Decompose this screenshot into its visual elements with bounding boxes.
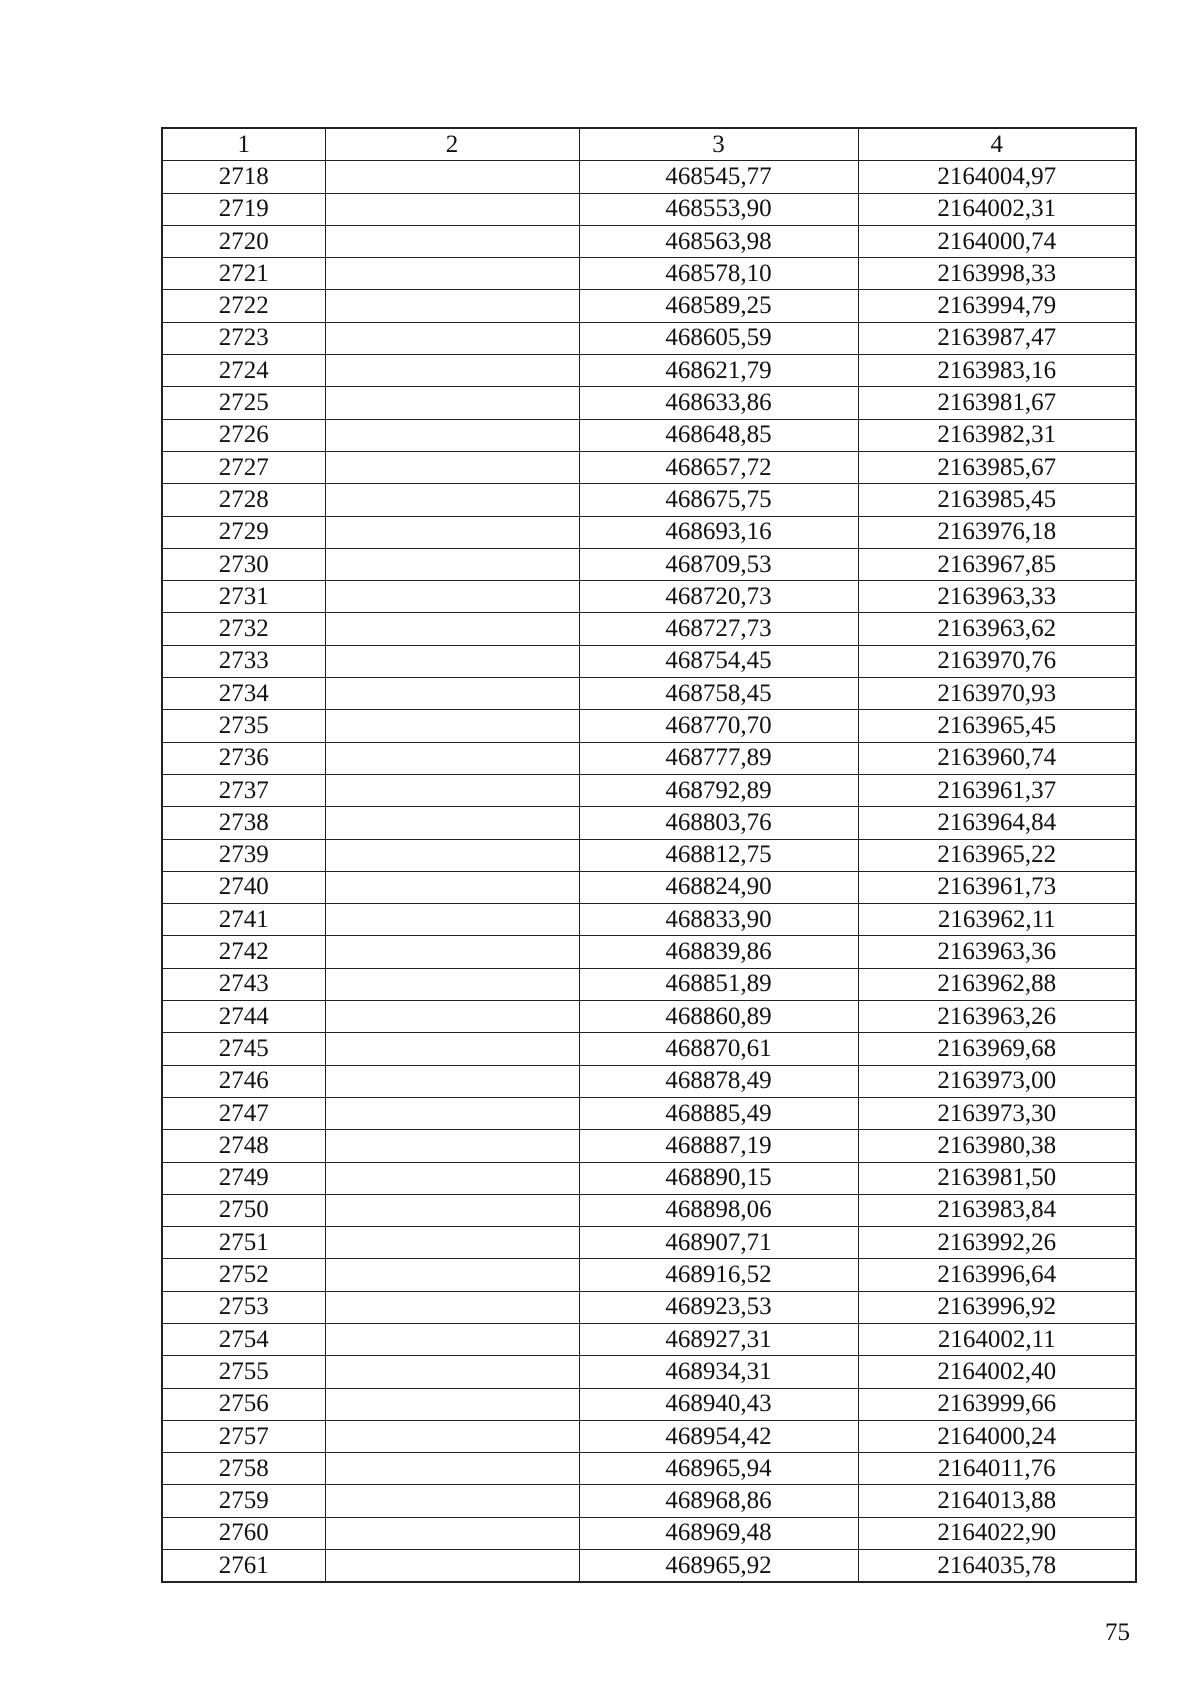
- x-coordinate-cell: 468860,89: [579, 1001, 858, 1033]
- point-number-cell: 2723: [162, 322, 325, 354]
- table-row: [162, 484, 1136, 516]
- table-row: [162, 742, 1136, 774]
- y-coordinate-cell: 2163976,18: [858, 516, 1136, 548]
- y-coordinate-cell: 2163987,47: [858, 322, 1136, 354]
- empty-cell: [325, 1033, 579, 1065]
- table-row: [162, 807, 1136, 839]
- y-coordinate-cell: 2164000,24: [858, 1420, 1136, 1452]
- empty-cell: [325, 1453, 579, 1485]
- x-coordinate-cell: 468870,61: [579, 1033, 858, 1065]
- empty-cell: [325, 678, 579, 710]
- y-coordinate-cell: 2163967,85: [858, 548, 1136, 580]
- table-row: [162, 225, 1136, 257]
- table-row: [162, 1388, 1136, 1420]
- table-row: [162, 936, 1136, 968]
- point-number-cell: 2729: [162, 516, 325, 548]
- x-coordinate-cell: 468824,90: [579, 871, 858, 903]
- empty-cell: [325, 1162, 579, 1194]
- column-number-4: 4: [858, 128, 1136, 161]
- x-coordinate-cell: 468898,06: [579, 1194, 858, 1226]
- column-number-3: 3: [579, 128, 858, 161]
- x-coordinate-cell: 468758,45: [579, 678, 858, 710]
- table-row: [162, 1033, 1136, 1065]
- empty-cell: [325, 742, 579, 774]
- point-number-cell: 2742: [162, 936, 325, 968]
- x-coordinate-cell: 468954,42: [579, 1420, 858, 1452]
- x-coordinate-cell: 468885,49: [579, 1097, 858, 1129]
- point-number-cell: 2747: [162, 1097, 325, 1129]
- point-number-cell: 2720: [162, 225, 325, 257]
- table-row: [162, 1227, 1136, 1259]
- table-row: [162, 322, 1136, 354]
- empty-cell: [325, 1065, 579, 1097]
- point-number-cell: 2727: [162, 451, 325, 483]
- point-number-cell: 2743: [162, 968, 325, 1000]
- point-number-cell: 2728: [162, 484, 325, 516]
- empty-cell: [325, 710, 579, 742]
- empty-cell: [325, 387, 579, 419]
- point-number-cell: 2741: [162, 904, 325, 936]
- point-number-cell: 2718: [162, 161, 325, 193]
- y-coordinate-cell: 2163962,88: [858, 968, 1136, 1000]
- y-coordinate-cell: 2163963,33: [858, 581, 1136, 613]
- point-number-cell: 2734: [162, 678, 325, 710]
- point-number-cell: 2755: [162, 1356, 325, 1388]
- point-number-cell: 2748: [162, 1130, 325, 1162]
- x-coordinate-cell: 468754,45: [579, 645, 858, 677]
- table-row: [162, 1323, 1136, 1355]
- empty-cell: [325, 581, 579, 613]
- table-row: [162, 1194, 1136, 1226]
- y-coordinate-cell: 2163960,74: [858, 742, 1136, 774]
- y-coordinate-cell: 2163963,26: [858, 1001, 1136, 1033]
- x-coordinate-cell: 468833,90: [579, 904, 858, 936]
- y-coordinate-cell: 2163994,79: [858, 290, 1136, 322]
- table-row: [162, 1097, 1136, 1129]
- point-number-cell: 2753: [162, 1291, 325, 1323]
- x-coordinate-cell: 468605,59: [579, 322, 858, 354]
- x-coordinate-cell: 468693,16: [579, 516, 858, 548]
- table-row: [162, 548, 1136, 580]
- point-number-cell: 2725: [162, 387, 325, 419]
- point-number-cell: 2756: [162, 1388, 325, 1420]
- table-row: [162, 1517, 1136, 1549]
- x-coordinate-cell: 468648,85: [579, 419, 858, 451]
- point-number-cell: 2730: [162, 548, 325, 580]
- table-row: [162, 1162, 1136, 1194]
- point-number-cell: 2750: [162, 1194, 325, 1226]
- y-coordinate-cell: 2163985,67: [858, 451, 1136, 483]
- x-coordinate-cell: 468803,76: [579, 807, 858, 839]
- x-coordinate-cell: 468553,90: [579, 193, 858, 225]
- point-number-cell: 2746: [162, 1065, 325, 1097]
- y-coordinate-cell: 2164011,76: [858, 1453, 1136, 1485]
- page-number: 75: [1105, 1619, 1130, 1646]
- table-row: [162, 839, 1136, 871]
- column-number-1: 1: [162, 128, 325, 161]
- y-coordinate-cell: 2164002,40: [858, 1356, 1136, 1388]
- table-row: [162, 355, 1136, 387]
- y-coordinate-cell: 2163982,31: [858, 419, 1136, 451]
- x-coordinate-cell: 468965,94: [579, 1453, 858, 1485]
- point-number-cell: 2761: [162, 1550, 325, 1583]
- empty-cell: [325, 1356, 579, 1388]
- y-coordinate-cell: 2163983,16: [858, 355, 1136, 387]
- empty-cell: [325, 1485, 579, 1517]
- point-number-cell: 2722: [162, 290, 325, 322]
- table-row: [162, 258, 1136, 290]
- point-number-cell: 2724: [162, 355, 325, 387]
- point-number-cell: 2737: [162, 774, 325, 806]
- y-coordinate-cell: 2163961,73: [858, 871, 1136, 903]
- empty-cell: [325, 451, 579, 483]
- table-row: [162, 1453, 1136, 1485]
- x-coordinate-cell: 468633,86: [579, 387, 858, 419]
- empty-cell: [325, 290, 579, 322]
- x-coordinate-cell: 468675,75: [579, 484, 858, 516]
- empty-cell: [325, 484, 579, 516]
- x-coordinate-cell: 468657,72: [579, 451, 858, 483]
- point-number-cell: 2719: [162, 193, 325, 225]
- point-number-cell: 2740: [162, 871, 325, 903]
- point-number-cell: 2757: [162, 1420, 325, 1452]
- point-number-cell: 2733: [162, 645, 325, 677]
- y-coordinate-cell: 2164013,88: [858, 1485, 1136, 1517]
- point-number-cell: 2739: [162, 839, 325, 871]
- x-coordinate-cell: 468934,31: [579, 1356, 858, 1388]
- table-row: [162, 904, 1136, 936]
- x-coordinate-cell: 468839,86: [579, 936, 858, 968]
- y-coordinate-cell: 2163973,00: [858, 1065, 1136, 1097]
- table-row: [162, 1485, 1136, 1517]
- empty-cell: [325, 193, 579, 225]
- y-coordinate-cell: 2163985,45: [858, 484, 1136, 516]
- x-coordinate-cell: 468887,19: [579, 1130, 858, 1162]
- empty-cell: [325, 1420, 579, 1452]
- x-coordinate-cell: 468563,98: [579, 225, 858, 257]
- y-coordinate-cell: 2163965,45: [858, 710, 1136, 742]
- coordinates-table: [161, 127, 1137, 1583]
- x-coordinate-cell: 468916,52: [579, 1259, 858, 1291]
- table-row: [162, 1550, 1136, 1583]
- table-row: [162, 968, 1136, 1000]
- empty-cell: [325, 1291, 579, 1323]
- x-coordinate-cell: 468965,92: [579, 1550, 858, 1583]
- table-row: [162, 419, 1136, 451]
- y-coordinate-cell: 2163996,92: [858, 1291, 1136, 1323]
- empty-cell: [325, 1227, 579, 1259]
- empty-cell: [325, 1097, 579, 1129]
- point-number-cell: 2736: [162, 742, 325, 774]
- table-row: [162, 1130, 1136, 1162]
- empty-cell: [325, 871, 579, 903]
- y-coordinate-cell: 2163965,22: [858, 839, 1136, 871]
- y-coordinate-cell: 2163969,68: [858, 1033, 1136, 1065]
- table-row: [162, 710, 1136, 742]
- y-coordinate-cell: 2164035,78: [858, 1550, 1136, 1583]
- table-row: [162, 613, 1136, 645]
- x-coordinate-cell: 468968,86: [579, 1485, 858, 1517]
- table-row: [162, 871, 1136, 903]
- coordinates-table-body: [162, 128, 1136, 1582]
- point-number-cell: 2745: [162, 1033, 325, 1065]
- x-coordinate-cell: 468621,79: [579, 355, 858, 387]
- table-row: [162, 1065, 1136, 1097]
- x-coordinate-cell: 468720,73: [579, 581, 858, 613]
- empty-cell: [325, 968, 579, 1000]
- x-coordinate-cell: 468770,70: [579, 710, 858, 742]
- point-number-cell: 2754: [162, 1323, 325, 1355]
- column-number-row: [162, 128, 1136, 161]
- empty-cell: [325, 1194, 579, 1226]
- point-number-cell: 2735: [162, 710, 325, 742]
- x-coordinate-cell: 468709,53: [579, 548, 858, 580]
- x-coordinate-cell: 468907,71: [579, 1227, 858, 1259]
- y-coordinate-cell: 2163983,84: [858, 1194, 1136, 1226]
- x-coordinate-cell: 468792,89: [579, 774, 858, 806]
- table-row: [162, 387, 1136, 419]
- x-coordinate-cell: 468940,43: [579, 1388, 858, 1420]
- empty-cell: [325, 1517, 579, 1549]
- y-coordinate-cell: 2163970,76: [858, 645, 1136, 677]
- y-coordinate-cell: 2164002,11: [858, 1323, 1136, 1355]
- y-coordinate-cell: 2163992,26: [858, 1227, 1136, 1259]
- point-number-cell: 2738: [162, 807, 325, 839]
- x-coordinate-cell: 468890,15: [579, 1162, 858, 1194]
- x-coordinate-cell: 468923,53: [579, 1291, 858, 1323]
- empty-cell: [325, 904, 579, 936]
- y-coordinate-cell: 2164000,74: [858, 225, 1136, 257]
- point-number-cell: 2731: [162, 581, 325, 613]
- point-number-cell: 2760: [162, 1517, 325, 1549]
- y-coordinate-cell: 2163963,36: [858, 936, 1136, 968]
- empty-cell: [325, 936, 579, 968]
- y-coordinate-cell: 2163964,84: [858, 807, 1136, 839]
- x-coordinate-cell: 468578,10: [579, 258, 858, 290]
- empty-cell: [325, 807, 579, 839]
- y-coordinate-cell: 2163963,62: [858, 613, 1136, 645]
- empty-cell: [325, 1259, 579, 1291]
- point-number-cell: 2752: [162, 1259, 325, 1291]
- column-number-2: 2: [325, 128, 579, 161]
- point-number-cell: 2744: [162, 1001, 325, 1033]
- y-coordinate-cell: 2164022,90: [858, 1517, 1136, 1549]
- table-row: [162, 290, 1136, 322]
- y-coordinate-cell: 2163961,37: [858, 774, 1136, 806]
- y-coordinate-cell: 2163981,50: [858, 1162, 1136, 1194]
- table-row: [162, 193, 1136, 225]
- empty-cell: [325, 1550, 579, 1583]
- point-number-cell: 2759: [162, 1485, 325, 1517]
- empty-cell: [325, 1001, 579, 1033]
- x-coordinate-cell: 468878,49: [579, 1065, 858, 1097]
- empty-cell: [325, 225, 579, 257]
- table-row: [162, 1291, 1136, 1323]
- empty-cell: [325, 516, 579, 548]
- empty-cell: [325, 613, 579, 645]
- x-coordinate-cell: 468545,77: [579, 161, 858, 193]
- empty-cell: [325, 1130, 579, 1162]
- point-number-cell: 2721: [162, 258, 325, 290]
- table-row: [162, 1356, 1136, 1388]
- table-row: [162, 774, 1136, 806]
- point-number-cell: 2749: [162, 1162, 325, 1194]
- table-row: [162, 645, 1136, 677]
- x-coordinate-cell: 468969,48: [579, 1517, 858, 1549]
- table-row: [162, 678, 1136, 710]
- y-coordinate-cell: 2163981,67: [858, 387, 1136, 419]
- empty-cell: [325, 548, 579, 580]
- table-row: [162, 516, 1136, 548]
- x-coordinate-cell: 468812,75: [579, 839, 858, 871]
- empty-cell: [325, 1323, 579, 1355]
- empty-cell: [325, 774, 579, 806]
- y-coordinate-cell: 2163962,11: [858, 904, 1136, 936]
- table-row: [162, 451, 1136, 483]
- y-coordinate-cell: 2164002,31: [858, 193, 1136, 225]
- empty-cell: [325, 258, 579, 290]
- y-coordinate-cell: 2163998,33: [858, 258, 1136, 290]
- empty-cell: [325, 419, 579, 451]
- y-coordinate-cell: 2164004,97: [858, 161, 1136, 193]
- y-coordinate-cell: 2163996,64: [858, 1259, 1136, 1291]
- empty-cell: [325, 322, 579, 354]
- x-coordinate-cell: 468851,89: [579, 968, 858, 1000]
- y-coordinate-cell: 2163973,30: [858, 1097, 1136, 1129]
- y-coordinate-cell: 2163999,66: [858, 1388, 1136, 1420]
- x-coordinate-cell: 468727,73: [579, 613, 858, 645]
- table-row: [162, 1420, 1136, 1452]
- y-coordinate-cell: 2163980,38: [858, 1130, 1136, 1162]
- point-number-cell: 2751: [162, 1227, 325, 1259]
- empty-cell: [325, 161, 579, 193]
- x-coordinate-cell: 468589,25: [579, 290, 858, 322]
- table-row: [162, 161, 1136, 193]
- point-number-cell: 2732: [162, 613, 325, 645]
- table-row: [162, 1001, 1136, 1033]
- point-number-cell: 2726: [162, 419, 325, 451]
- table-row: [162, 581, 1136, 613]
- empty-cell: [325, 839, 579, 871]
- x-coordinate-cell: 468777,89: [579, 742, 858, 774]
- empty-cell: [325, 645, 579, 677]
- point-number-cell: 2758: [162, 1453, 325, 1485]
- y-coordinate-cell: 2163970,93: [858, 678, 1136, 710]
- table-row: [162, 1259, 1136, 1291]
- empty-cell: [325, 355, 579, 387]
- empty-cell: [325, 1388, 579, 1420]
- x-coordinate-cell: 468927,31: [579, 1323, 858, 1355]
